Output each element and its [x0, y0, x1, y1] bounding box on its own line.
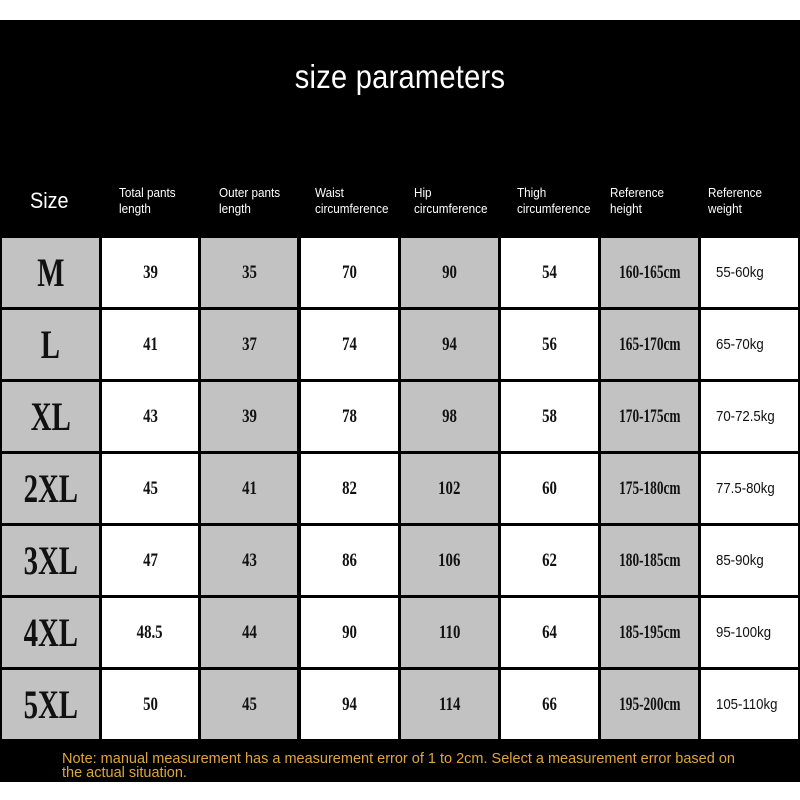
- cell-waist: 86: [301, 526, 398, 595]
- cell-ref-height: 175-180cm: [601, 454, 698, 523]
- cell-ref-height: 180-185cm: [601, 526, 698, 595]
- cell-outer-length: 44: [201, 598, 297, 667]
- cell-total-length: 50: [102, 670, 198, 739]
- cell-thigh: 60: [501, 454, 598, 523]
- cell-outer-length: 39: [201, 382, 297, 451]
- cell-hip: 94: [401, 310, 498, 379]
- cell-ref-height: 165-170cm: [601, 310, 698, 379]
- cell-waist: 78: [301, 382, 398, 451]
- header-thigh-circumference: Thigh circumference: [517, 185, 591, 216]
- cell-size: M: [2, 238, 99, 307]
- header-reference-weight: Reference weight: [708, 185, 762, 216]
- cell-waist: 94: [301, 670, 398, 739]
- cell-thigh: 56: [501, 310, 598, 379]
- header-size: Size: [30, 188, 69, 213]
- cell-outer-length: 35: [201, 238, 297, 307]
- cell-hip: 106: [401, 526, 498, 595]
- chart-title: size parameters: [294, 58, 506, 95]
- cell-outer-length: 41: [201, 454, 297, 523]
- header-reference-height: Reference height: [610, 185, 664, 216]
- cell-ref-weight: 65-70kg: [701, 310, 798, 379]
- cell-ref-height: 185-195cm: [601, 598, 698, 667]
- header-waist-circumference: Waist circumference: [315, 185, 389, 216]
- cell-total-length: 39: [102, 238, 198, 307]
- cell-thigh: 66: [501, 670, 598, 739]
- cell-outer-length: 45: [201, 670, 297, 739]
- cell-waist: 82: [301, 454, 398, 523]
- cell-waist: 74: [301, 310, 398, 379]
- cell-total-length: 45: [102, 454, 198, 523]
- cell-hip: 102: [401, 454, 498, 523]
- cell-size: XL: [2, 382, 99, 451]
- cell-total-length: 48.5: [102, 598, 198, 667]
- cell-thigh: 62: [501, 526, 598, 595]
- cell-total-length: 41: [102, 310, 198, 379]
- cell-waist: 90: [301, 598, 398, 667]
- cell-hip: 110: [401, 598, 498, 667]
- cell-ref-weight: 70-72.5kg: [701, 382, 798, 451]
- cell-total-length: 47: [102, 526, 198, 595]
- cell-outer-length: 37: [201, 310, 297, 379]
- cell-size: 4XL: [2, 598, 99, 667]
- cell-thigh: 54: [501, 238, 598, 307]
- cell-size: 5XL: [2, 670, 99, 739]
- cell-ref-weight: 105-110kg: [701, 670, 798, 739]
- cell-size: L: [2, 310, 99, 379]
- cell-ref-weight: 55-60kg: [701, 238, 798, 307]
- cell-ref-height: 170-175cm: [601, 382, 698, 451]
- cell-total-length: 43: [102, 382, 198, 451]
- cell-hip: 98: [401, 382, 498, 451]
- header-total-pants-length: Total pants length: [119, 185, 176, 216]
- cell-hip: 114: [401, 670, 498, 739]
- cell-thigh: 64: [501, 598, 598, 667]
- cell-hip: 90: [401, 238, 498, 307]
- cell-waist: 70: [301, 238, 398, 307]
- cell-ref-height: 160-165cm: [601, 238, 698, 307]
- cell-thigh: 58: [501, 382, 598, 451]
- table-header-row: [0, 166, 800, 236]
- cell-ref-weight: 95-100kg: [701, 598, 798, 667]
- cell-size: 2XL: [2, 454, 99, 523]
- measurement-note: Note: manual measurement has a measurement error of 1 to 2cm. Select a measurement error based on the actual situation.: [62, 751, 735, 781]
- cell-outer-length: 43: [201, 526, 297, 595]
- cell-ref-height: 195-200cm: [601, 670, 698, 739]
- header-hip-circumference: Hip circumference: [414, 185, 488, 216]
- cell-size: 3XL: [2, 526, 99, 595]
- cell-ref-weight: 77.5-80kg: [701, 454, 798, 523]
- header-outer-pants-length: Outer pants length: [219, 185, 281, 216]
- cell-ref-weight: 85-90kg: [701, 526, 798, 595]
